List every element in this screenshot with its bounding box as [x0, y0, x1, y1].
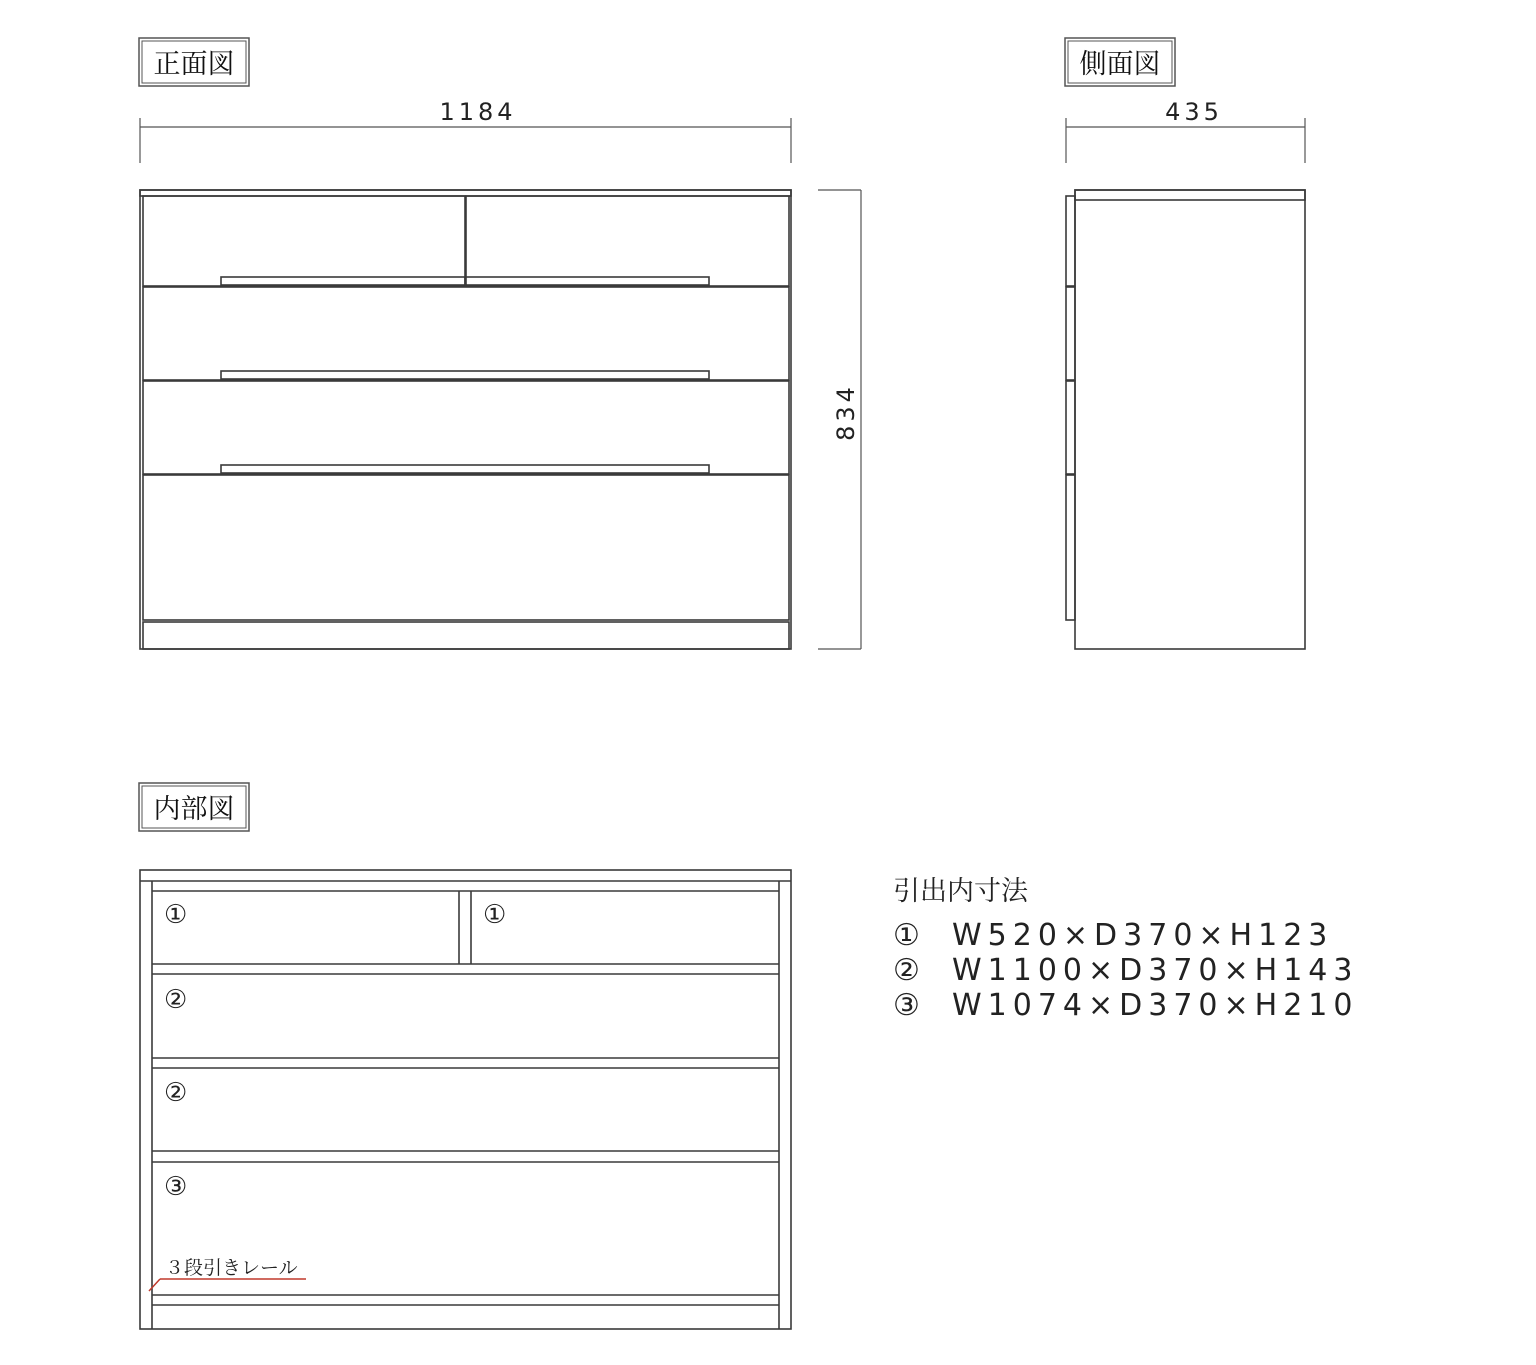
front-view: [139, 38, 861, 649]
spec-marker-2: ②: [893, 953, 926, 988]
side-view-title-box: [1065, 38, 1175, 86]
front-view-title: 正面図: [153, 49, 235, 80]
spec-dims-1: W520×D370×H123: [952, 918, 1334, 953]
side-depth-value: 435: [1165, 98, 1223, 126]
interior-view-title: 内部図: [153, 794, 235, 825]
drawer-specs-title: 引出内寸法: [893, 876, 1028, 907]
front-drawer-top-left: [143, 196, 465, 286]
handle-3: [221, 465, 709, 473]
side-view-title: 側面図: [1079, 49, 1161, 80]
spec-dims-3: W1074×D370×H210: [952, 988, 1359, 1023]
front-height-dimension: [818, 190, 861, 649]
spec-dims-2: W1100×D370×H143: [952, 953, 1359, 988]
interior-marker-1a: ①: [164, 900, 188, 930]
front-width-dimension: [140, 98, 791, 163]
front-plinth: [143, 622, 789, 649]
side-cabinet: [1066, 190, 1305, 649]
interior-marker-2a: ②: [164, 985, 188, 1015]
spec-marker-3: ③: [893, 988, 926, 1023]
front-cabinet: [140, 190, 791, 649]
front-drawer-2: [143, 287, 789, 380]
spec-marker-1: ①: [893, 918, 926, 953]
interior-marker-1b: ①: [483, 900, 507, 930]
interior-view-title-box: [139, 783, 249, 831]
interior-view: [139, 783, 791, 1329]
interior-marker-3: ③: [164, 1172, 188, 1202]
interior-marker-2b: ②: [164, 1078, 188, 1108]
side-view: [1065, 38, 1305, 649]
front-drawer-4: [143, 475, 789, 620]
rail-note-text: ３段引きレール: [165, 1257, 298, 1279]
side-depth-dimension: [1066, 98, 1305, 163]
rail-note: [149, 1257, 306, 1291]
front-drawer-3: [143, 381, 789, 474]
front-height-value: 834: [832, 383, 860, 441]
front-width-value: 1184: [439, 98, 517, 126]
front-view-title-box: [139, 38, 249, 86]
handle-2: [221, 371, 709, 379]
front-drawer-top-right: [466, 196, 789, 286]
drawer-specs: [893, 876, 1358, 1023]
